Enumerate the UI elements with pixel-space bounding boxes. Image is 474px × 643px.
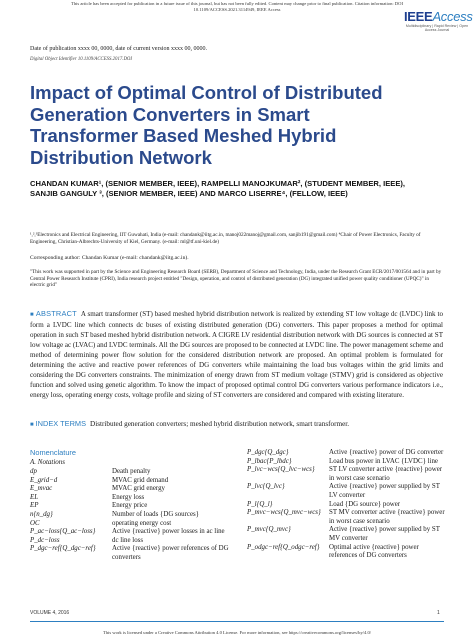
doi-line: Digital Object Identifier 10.1109/ACCESS.2017.DOI bbox=[30, 57, 132, 62]
logo-access: Access bbox=[432, 9, 473, 24]
definition: Active {reactive} power supplied by ST LV converter bbox=[329, 483, 440, 499]
nomenclature-row bbox=[247, 483, 447, 500]
paper-title: Impact of Optimal Control of Distributed Generation Converters in Smart Transformer Based Meshed Hybrid Distribution Network bbox=[30, 82, 383, 168]
symbol: P_lvc−wcs{Q_lvc−wcs} bbox=[247, 466, 315, 474]
symbol: E_mvac bbox=[30, 485, 53, 493]
footer-divider bbox=[30, 621, 444, 622]
nomenclature-row bbox=[247, 526, 447, 543]
nomenclature-row bbox=[30, 477, 230, 486]
symbol: P_lbac{P_lbdc} bbox=[247, 457, 292, 465]
logo-tagline: Multidisciplinary | Rapid Review | Open Access Journal bbox=[405, 24, 469, 32]
symbol: dp bbox=[30, 468, 37, 475]
symbol: E_grid−d bbox=[30, 476, 58, 484]
square-bullet-icon: ■ bbox=[30, 422, 34, 428]
square-bullet-icon: ■ bbox=[30, 312, 34, 318]
nomenclature-left-column bbox=[30, 468, 230, 563]
definition: dc line loss bbox=[112, 536, 144, 544]
abstract-text: A smart transformer (ST) based meshed hybrid distribution network is realized by extending ST low voltage dc (LVDC) link to form a LVDC line which connects dc buses of existing distributed generation (DG) converters. This paper proposes a method for optimal operation in such ST based meshed hybrid distribution network. A CIGRE LV residential distribution network with DG sources is connected at ST low voltage ac (LVAC) and LVDC terminals. All the DG sources are proposed to be connected at LVDC line. The power management scheme and method of determining power flow solution for the considered distribution network are proposed. An optimal problem is formulated for determining the active and reactive power references of DG converters while maintaining the load bus voltages within the grid limits and considering the DG converters constraints. The minimization of energy drawn from ST medium voltage (STMV) grid is considered as objective function and solved using genetic algorithm. To know the impact of proposed optimal control DG converters various performance indicators i.e., energy loss, operating energy costs, voltage profile and sizing of ST converters are considered and compared with existing literature. bbox=[30, 310, 443, 399]
abstract bbox=[30, 309, 443, 401]
nomenclature-row bbox=[247, 501, 447, 510]
symbol: n{n_dg} bbox=[30, 510, 53, 518]
abstract-label: ABSTRACT bbox=[35, 309, 77, 318]
top-notice-line2: 10.1109/ACCESS.2021.3114949, IEEE Access bbox=[193, 7, 281, 12]
notations-subheading: A. Notations bbox=[30, 458, 66, 466]
definition: MVAC grid demand bbox=[112, 476, 169, 484]
page-number: 1 bbox=[437, 610, 440, 616]
definition: Energy loss bbox=[112, 493, 145, 501]
affiliations: ¹,²,³Electronics and Electrical Engineering, IIT Guwahati, India (e-mail: chandank@iitg.ac.in, manoj022manoj@gmail.com, sanjib191@gmail.com) ⁴Chair of Power Electronics, Faculty of Engineering, Christian-Albrechts-University of Kiel, Germany. (e-mail: ml@tf.uni-kiel.de) bbox=[30, 232, 421, 245]
nomenclature-row bbox=[247, 449, 447, 458]
definition: Load {DG source} power bbox=[329, 500, 401, 508]
author-list: CHANDAN KUMAR¹, (SENIOR MEMBER, IEEE), RAMPELLI MANOJKUMAR², (STUDENT MEMBER, IEEE), SANJIB GANGULY ³, (SENIOR MEMBER, IEEE) AND MARCO LISERRE⁴, (FELLOW, IEEE) bbox=[30, 179, 406, 199]
symbol: P_dgc−ref{Q_dgc−ref} bbox=[30, 545, 96, 553]
definition: Death penalty bbox=[112, 468, 151, 475]
symbol: P_l{Q_l} bbox=[247, 500, 273, 508]
definition: Active {reactive} power of DG converter bbox=[329, 449, 444, 456]
definition: Active {reactive} power references of DG converters bbox=[112, 545, 229, 561]
top-notice bbox=[0, 1, 474, 13]
definition: Active {reactive} power losses in ac line bbox=[112, 528, 225, 536]
nomenclature-right-column bbox=[247, 449, 447, 561]
nomenclature-row bbox=[30, 520, 230, 529]
corresponding-author: Corresponding author: Chandan Kumar (e-mail: chandank@iitg.ac.in). bbox=[30, 255, 189, 261]
funding-note: "This work was supported in part by the Science and Engineering Research Board (SERB), Department of Science and Technology, India, under the Research Grant ECR/2017/001564 and in part by Central Power Research Institute (CPRI), India research project entitled "Design, operation, and control of distributed generation (DG) integrated unified power quality conditioner (UPQC)" in electric grid" bbox=[30, 269, 442, 289]
symbol: OC bbox=[30, 519, 40, 527]
nomenclature-row bbox=[247, 509, 447, 526]
publication-date: Date of publication xxxx 00, 0000, date of current version xxxx 00, 0000. bbox=[30, 46, 207, 52]
nomenclature-row bbox=[247, 544, 447, 561]
symbol: P_dc−loss bbox=[30, 536, 60, 544]
definition: Load bus power in LVAC {LVDC} line bbox=[329, 457, 438, 465]
symbol: P_dgc{Q_dgc} bbox=[247, 449, 289, 456]
ieee-access-logo[interactable] bbox=[404, 9, 473, 24]
symbol: EL bbox=[30, 493, 39, 501]
top-notice-line1: This article has been accepted for publication in a future issue of this journal, but has not been fully edited. Content may change prior to final publication. Citation information: DOI bbox=[71, 1, 403, 6]
nomenclature-row bbox=[30, 537, 230, 546]
index-terms-text: Distributed generation converters; meshed hybrid distribution network, smart transformer. bbox=[90, 420, 350, 428]
nomenclature-heading: Nomenclature bbox=[30, 448, 77, 457]
nomenclature-row bbox=[30, 502, 230, 511]
definition: ST LV converter active {reactive} power in worst case scenario bbox=[329, 466, 443, 482]
logo-ieee: IEEE bbox=[404, 9, 433, 24]
volume-label: VOLUME 4, 2016 bbox=[30, 610, 70, 616]
symbol: P_mvc−wcs{Q_mvc−wcs} bbox=[247, 509, 321, 517]
definition: Number of loads {DG sources} bbox=[112, 510, 199, 518]
index-terms-label: INDEX TERMS bbox=[35, 419, 86, 428]
definition: ST MV converter active {reactive} power in worst case scenario bbox=[329, 509, 445, 525]
symbol: P_odgc−ref{Q_odgc−ref} bbox=[247, 543, 320, 551]
definition: Active {reactive} power supplied by ST MV converter bbox=[329, 526, 440, 542]
nomenclature-row bbox=[30, 545, 230, 562]
index-terms bbox=[30, 419, 443, 430]
definition: MVAC grid energy bbox=[112, 485, 165, 493]
symbol: EP bbox=[30, 502, 39, 510]
symbol: P_lvc{Q_lvc} bbox=[247, 483, 285, 491]
nomenclature-row bbox=[30, 511, 230, 520]
definition: Energy price bbox=[112, 502, 148, 510]
nomenclature-row bbox=[30, 468, 230, 477]
symbol: P_mvc{Q_mvc} bbox=[247, 526, 291, 534]
symbol: P_ac−loss{Q_ac−loss} bbox=[30, 528, 96, 536]
nomenclature-row bbox=[30, 485, 230, 494]
nomenclature-row bbox=[247, 466, 447, 483]
nomenclature-row bbox=[30, 528, 230, 537]
definition: operating energy cost bbox=[112, 519, 172, 527]
nomenclature-row bbox=[247, 458, 447, 467]
nomenclature-row bbox=[30, 494, 230, 503]
license-notice: This work is licensed under a Creative Commons Attribution 4.0 License. For more information, see https://creativecommons.org/licenses/by/4.0/ bbox=[102, 630, 372, 635]
definition: Optimal active {reactive} power references of DG converters bbox=[329, 543, 419, 560]
